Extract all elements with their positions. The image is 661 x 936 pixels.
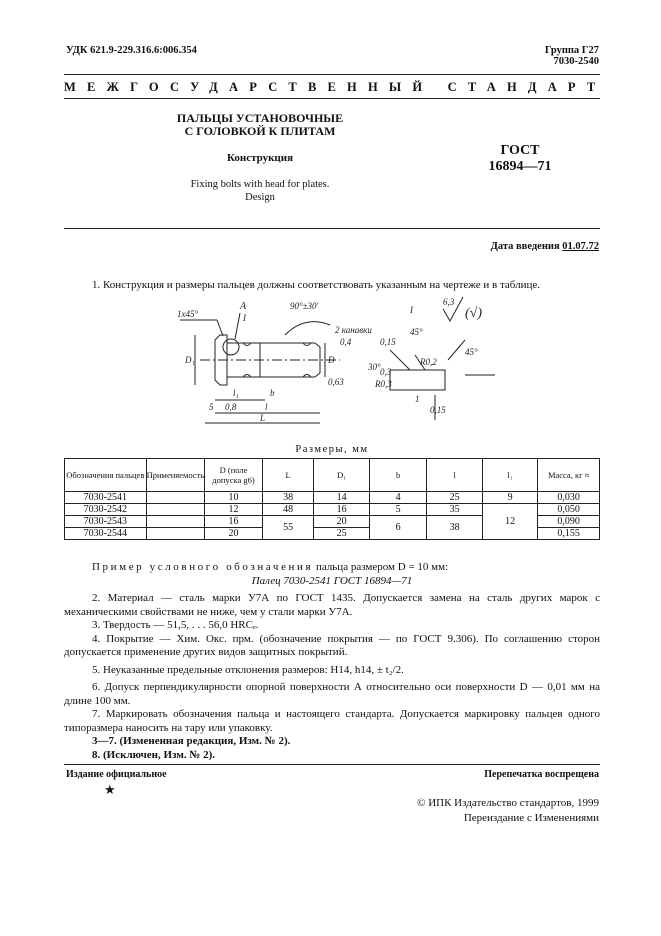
pin-drawing <box>165 295 625 435</box>
cell-b: 5 <box>369 504 426 516</box>
example-text: пальца размером D = 10 мм: <box>313 561 449 573</box>
th-d1: D₁ <box>314 459 370 492</box>
cell-designation: 7030-2543 <box>65 516 147 528</box>
label-roughness-symbol: (√) <box>465 306 483 321</box>
cell-d1: 20 <box>314 516 370 528</box>
cell-designation: 7030-2544 <box>65 528 147 540</box>
cell-applicability <box>146 492 205 504</box>
dimensions-table <box>64 458 600 540</box>
label-v45a: 45° <box>410 327 423 337</box>
footer-rule <box>64 764 600 765</box>
cell-l-merged: 38 <box>427 516 483 540</box>
paragraph-4: 4. Покрытие — Хим. Окс. прм. (обозначение покрытия — по ГОСТ 9.306). По соглашению сторон допускается применение других видов защитных покрытий. <box>64 632 600 658</box>
label-r03: R0,3 <box>375 379 392 389</box>
designation-example <box>92 561 448 573</box>
note-amendment: 3—7. (Измененная редакция, Изм. № 2). <box>92 735 291 747</box>
th-b: b <box>369 459 426 492</box>
requirements <box>64 592 600 762</box>
cell-applicability <box>146 516 205 528</box>
cell-d: 16 <box>205 516 263 528</box>
th-l: l <box>427 459 483 492</box>
date-label: Дата введения <box>490 241 560 252</box>
label-one: 1 <box>415 394 420 404</box>
english-title-line-2: Design <box>245 192 275 203</box>
example-prefix: Пример условного обозначения <box>92 561 314 573</box>
label-v015b: 0,15 <box>430 405 446 415</box>
top-rule <box>64 74 600 75</box>
label-roughness: 6,3 <box>443 297 455 307</box>
label-v015: 0,15 <box>380 337 396 347</box>
label-L: L <box>260 413 266 423</box>
cell-applicability <box>146 504 205 516</box>
cell-l: 35 <box>427 504 483 516</box>
cell-l1: 9 <box>482 492 538 504</box>
paragraph-1-text: 1. Конструкция и размеры пальцев должны соответствовать указанным на чертеже и в таблице. <box>92 279 541 291</box>
label-d1: D₁ <box>185 355 195 365</box>
label-chamfer: 1х45° <box>177 309 199 319</box>
gost-code: 16894—71 <box>488 159 552 174</box>
paragraph-1 <box>64 279 600 293</box>
cell-applicability <box>146 528 205 540</box>
copyright-line-1: © ИПК Издательство стандартов, 1999 <box>417 797 599 809</box>
cell-mass: 0,050 <box>538 504 600 516</box>
cell-d1: 25 <box>314 528 370 540</box>
cell-mass: 0,090 <box>538 516 600 528</box>
cell-b-merged: 6 <box>369 516 426 540</box>
date-value: 01.07.72 <box>562 241 599 252</box>
paragraph-2: 2. Материал — сталь марки У7А по ГОСТ 1435. Допускается замена на сталь других марок с механическими свойствами не ниже, чем у стали марки У7А. <box>64 592 600 618</box>
cell-designation: 7030-2541 <box>65 492 147 504</box>
label-b: b <box>270 388 275 398</box>
th-L: L <box>262 459 314 492</box>
star-icon: ★ <box>104 782 116 797</box>
copyright <box>417 796 599 826</box>
label-d: D <box>328 355 335 365</box>
label-a: А <box>240 301 247 312</box>
document-title <box>150 112 370 138</box>
th-applicability: Применяемость <box>146 459 205 492</box>
th-mass: Масса, кг ≈ <box>538 459 600 492</box>
cell-d1: 14 <box>314 492 370 504</box>
label-v063: 0,63 <box>328 377 344 387</box>
udk-code: УДК 621.9-229.316.6:006.354 <box>66 45 197 56</box>
interstate-standard-banner: МЕЖГОСУДАРСТВЕННЫЙ СТАНДАРТ <box>64 80 607 94</box>
gost-number <box>470 143 570 175</box>
cell-L-merged: 55 <box>262 516 314 540</box>
th-designation: Обозначения пальцев <box>65 459 147 492</box>
label-l: l <box>265 402 268 412</box>
label-v04: 0,4 <box>340 337 352 347</box>
group-code <box>545 45 599 67</box>
reprint-prohibited: Перепечатка воспрещена <box>484 769 599 780</box>
introduction-date <box>491 241 599 252</box>
cell-l: 25 <box>427 492 483 504</box>
cell-L: 38 <box>262 492 314 504</box>
standard-code: 7030-2540 <box>553 56 599 67</box>
english-title <box>150 178 370 204</box>
th-d: D (поле допуска g6) <box>205 459 263 492</box>
label-five: 5 <box>209 402 214 412</box>
cell-d: 20 <box>205 528 263 540</box>
banner-rule <box>64 98 600 99</box>
cell-b: 4 <box>369 492 426 504</box>
title-line-2: С ГОЛОВКОЙ К ПЛИТАМ <box>184 124 336 138</box>
paragraph-7: 7. Маркировать обозначения пальца и настоящего стандарта. Допускается маркировку пальцев одного типоразмера наносить на тару или упаковку. <box>64 708 600 734</box>
cell-l1-merged: 12 <box>482 504 538 540</box>
table-row <box>65 492 600 504</box>
label-r02: R0,2 <box>420 357 437 367</box>
table-row <box>65 504 600 516</box>
gost-label: ГОСТ <box>500 143 540 158</box>
label-view1: I <box>243 313 246 323</box>
label-angle: 90°±30' <box>290 301 319 311</box>
copyright-line-2: Переиздание с Изменениями <box>463 812 599 824</box>
cell-mass: 0,030 <box>538 492 600 504</box>
label-l1: l₁ <box>233 388 239 398</box>
cell-d: 10 <box>205 492 263 504</box>
label-v08: 0,8 <box>225 402 237 412</box>
example-designation: Палец 7030-2541 ГОСТ 16894—71 <box>251 575 413 587</box>
cell-mass: 0,155 <box>538 528 600 540</box>
title-line-1: ПАЛЬЦЫ УСТАНОВОЧНЫЕ <box>176 111 344 125</box>
cell-designation: 7030-2542 <box>65 504 147 516</box>
group-label: Группа Г27 <box>544 45 599 56</box>
date-rule <box>64 228 600 229</box>
th-l1: l₁ <box>482 459 538 492</box>
detail-circle <box>223 339 239 355</box>
paragraph-3: 3. Твердость — 51,5, . . . 56,0 HRCₑ. <box>92 619 259 631</box>
cell-d: 12 <box>205 504 263 516</box>
paragraph-5: 5. Неуказанные предельные отклонения размеров: H14, h14, ± t₂/2. <box>92 663 404 676</box>
table-caption: Размеры, мм <box>295 444 369 455</box>
label-view2: I <box>410 305 413 315</box>
label-grooves: 2 канавки <box>335 325 372 335</box>
paragraph-6: 6. Допуск перпендикулярности опорной поверхности А относительно оси поверхности D — 0,01 мм на длине 100 мм. <box>64 681 600 707</box>
detail-view <box>390 370 445 390</box>
label-v03: 0,3 <box>380 367 392 377</box>
cell-L: 48 <box>262 504 314 516</box>
label-v30: 30° <box>368 362 381 372</box>
official-edition: Издание официальное <box>66 769 167 780</box>
english-title-line-1: Fixing bolts with head for plates. <box>190 179 330 190</box>
cell-d1: 16 <box>314 504 370 516</box>
document-subtitle: Конструкция <box>226 152 294 164</box>
label-v45b: 45° <box>465 347 478 357</box>
note-excluded: 8. (Исключен, Изм. № 2). <box>92 748 216 761</box>
table-header-row <box>65 459 600 492</box>
